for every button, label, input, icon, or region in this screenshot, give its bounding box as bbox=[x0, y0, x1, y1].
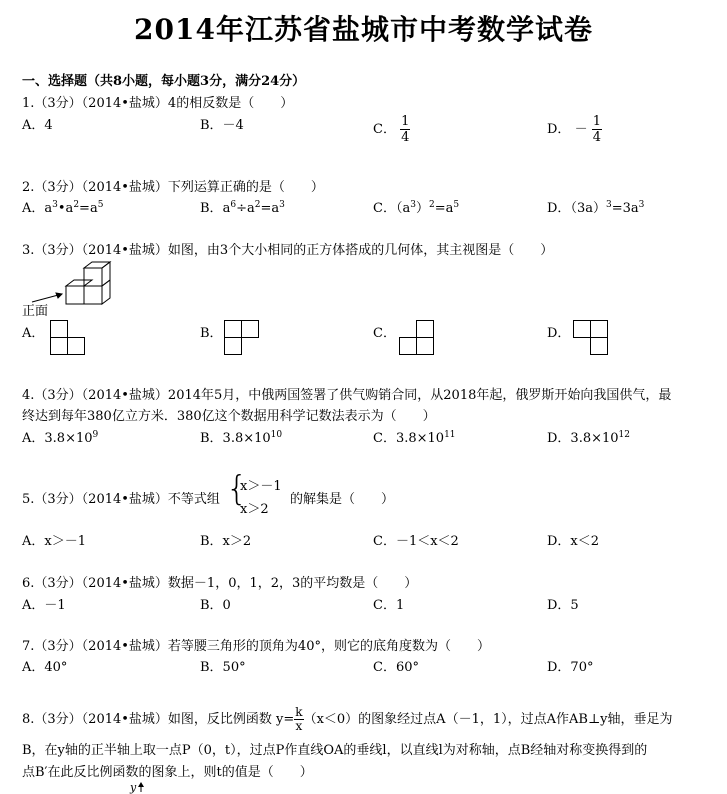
left-brace: { bbox=[226, 469, 248, 509]
question-8-stem-line-3: 点B′在此反比例函数的图象上，则t的值是（ ） bbox=[22, 765, 313, 780]
q6-option-d: D．5 bbox=[547, 598, 579, 613]
q2-option-c: C．$(a^3)^2=a^5$ bbox=[373, 200, 460, 216]
q3-option-a-label: A． bbox=[22, 326, 45, 341]
q1-option-c: C． $\frac{1}{4}$ bbox=[373, 114, 410, 145]
q7-option-d: D．70° bbox=[547, 660, 594, 675]
question-3-stem: 3.（3分）（2014•盐城）如图，由3个大小相同的正方体搭成的几何体，其主视图是（ ） bbox=[22, 243, 554, 258]
question-8-stem-line-1: 8.（3分）（2014•盐城）如图，反比例函数 y= $\frac{k}{x}$ （x＜0）的图象经过点A（－1，1），过点A作AB⊥y轴，垂足为 bbox=[22, 705, 673, 733]
q2-option-d: D．$(3a)^3=3a^3$ bbox=[547, 200, 645, 216]
q7-option-c: C．60° bbox=[373, 660, 419, 675]
fraction: $\frac{1}{4}$ bbox=[592, 114, 602, 145]
q3-option-c-label: C． bbox=[373, 326, 396, 341]
q6-option-c: C．1 bbox=[373, 598, 405, 613]
question-5-stem-prefix: 5.（3分）（2014•盐城）不等式组 bbox=[22, 492, 220, 507]
question-4-stem-line-2: 终达到每年380亿立方米．380亿这个数据用科学记数法表示为（ ） bbox=[22, 409, 436, 424]
q2-option-a: A．$a^3•a^2=a^5$ bbox=[22, 200, 104, 216]
inequality-line-2: x＞2 bbox=[240, 502, 269, 517]
q7-option-a: A．40° bbox=[22, 660, 68, 675]
q6-option-b: B．0 bbox=[200, 598, 231, 613]
section-heading: 一、选择题（共8小题，每小题3分，满分24分） bbox=[22, 74, 306, 89]
fraction: $\frac{k}{x}$ bbox=[295, 705, 303, 733]
front-view-label: 正面 bbox=[22, 304, 49, 319]
q4-option-c: C．$3.8\times 10^{11}$ bbox=[373, 430, 456, 446]
q5-option-c: C．－1＜x＜2 bbox=[373, 534, 459, 549]
question-4-stem-line-1: 4.（3分）（2014•盐城）2014年5月，中俄两国签署了供气购销合同，从2018年起，俄罗斯开始向我国供气，最 bbox=[22, 388, 672, 403]
q3-option-b-label: B． bbox=[200, 326, 223, 341]
q6-option-a: A．－1 bbox=[22, 598, 66, 613]
question-7-stem: 7.（3分）（2014•盐城）若等腰三角形的顶角为40°，则它的底角度数为（ ） bbox=[22, 639, 490, 654]
q4-option-a: A．$3.8\times 10^9$ bbox=[22, 430, 99, 446]
q5-option-d: D．x＜2 bbox=[547, 534, 600, 549]
y-axis-arrow-icon bbox=[136, 782, 146, 792]
graph-y-axis-label: y bbox=[130, 781, 137, 794]
inequality-line-1: x＞－1 bbox=[240, 479, 282, 494]
q1-option-d: D． － $\frac{1}{4}$ bbox=[547, 114, 602, 145]
page-title: 2014年江苏省盐城市中考数学试卷 bbox=[134, 13, 593, 46]
q2-option-b: B．$a^6\div a^2=a^3$ bbox=[200, 200, 285, 216]
q5-option-b: B．x＞2 bbox=[200, 534, 252, 549]
question-2-stem: 2.（3分）（2014•盐城）下列运算正确的是（ ） bbox=[22, 180, 324, 195]
question-5-stem-suffix: 的解集是（ ） bbox=[290, 492, 395, 507]
q7-option-b: B．50° bbox=[200, 660, 246, 675]
q1-option-a: A．4 bbox=[22, 118, 53, 133]
q3-option-d-label: D． bbox=[547, 326, 571, 341]
q4-option-b: B．$3.8\times 10^{10}$ bbox=[200, 430, 283, 446]
q5-option-a: A．x＞－1 bbox=[22, 534, 86, 549]
question-8-stem-line-2: B，在y轴的正半轴上取一点P（0，t），过点P作直线OA的垂线l，以直线l为对称轴，点B经轴对称变换得到的 bbox=[22, 743, 648, 758]
question-6-stem: 6.（3分）（2014•盐城）数据－1，0，1，2，3的平均数是（ ） bbox=[22, 576, 418, 591]
question-1-stem: 1.（3分）（2014•盐城）4的相反数是（ ） bbox=[22, 96, 294, 111]
q4-option-d: D．$3.8\times 10^{12}$ bbox=[547, 430, 630, 446]
fraction: $\frac{1}{4}$ bbox=[401, 114, 410, 145]
q1-option-b: B．－4 bbox=[200, 118, 244, 133]
